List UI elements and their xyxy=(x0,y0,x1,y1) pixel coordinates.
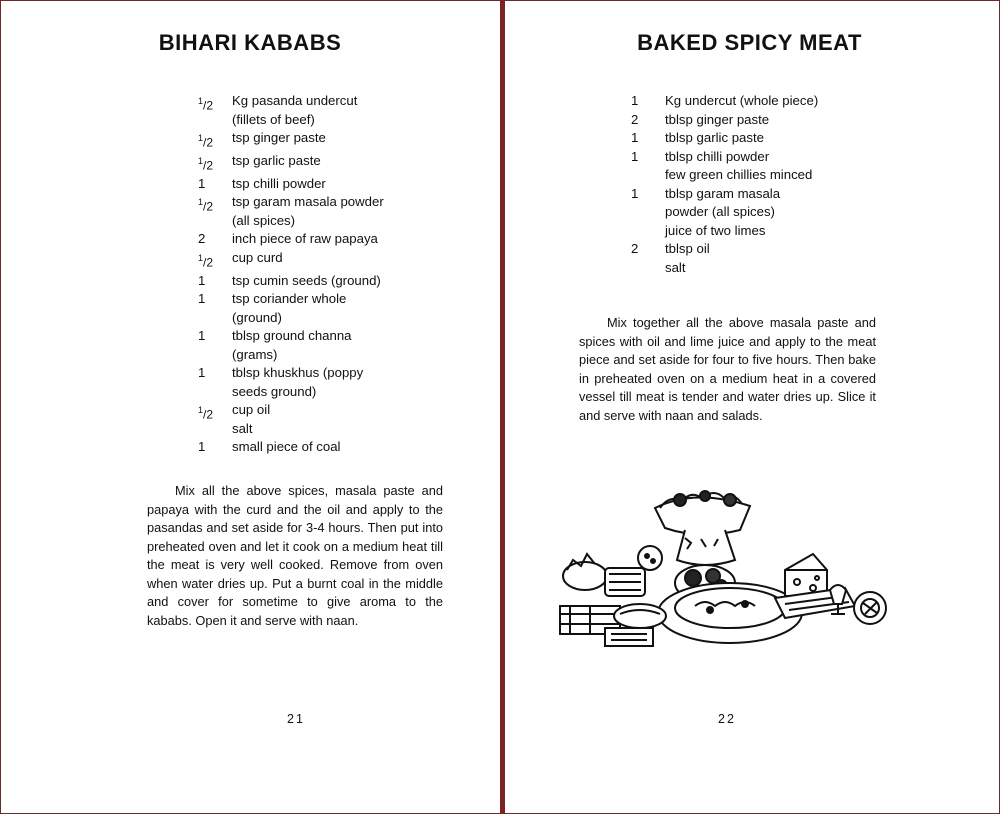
ingredient-quantity: 1 xyxy=(198,328,206,344)
ingredient-text: tblsp ginger paste xyxy=(665,111,770,127)
recipe-title: BAKED SPICY MEAT xyxy=(637,30,862,55)
ingredient-row xyxy=(198,129,478,152)
ingredient-text: tblsp garlic paste xyxy=(665,130,764,145)
ingredient-row xyxy=(631,111,911,130)
ingredient-row xyxy=(631,92,911,111)
ingredient-quantity: 2 xyxy=(631,241,639,256)
page-number: 22 xyxy=(718,712,736,726)
ingredient-quantity: 1 xyxy=(631,148,639,164)
ingredient-row xyxy=(198,438,478,457)
ingredient-text: Kg undercut (whole piece) xyxy=(665,93,819,108)
ingredient-quantity: 1 xyxy=(198,291,206,307)
ingredient-text: tsp ginger paste xyxy=(232,130,326,145)
ingredient-quantity: 2 xyxy=(198,231,206,247)
recipe-title: BIHARI KABABS xyxy=(158,30,342,55)
ingredient-text: tsp garam masala powder (all spices) xyxy=(232,194,384,228)
ingredient-row xyxy=(198,290,478,327)
ingredient-row xyxy=(198,327,478,364)
method-text: Mix all the above spices, masala paste and papaya with the curd and the oil and apply to the pasandas and set aside for 3-4 hours. Then put into preheated oven and let it cook on a medium heat till the meat is very well cooked. Remove from oven when water dries up. Put a burnt coal in the middle and cover for sometime to give aroma to the kababs. Open it and serve with naan. xyxy=(147,483,443,628)
ingredient-quantity: $^1$/2 xyxy=(198,96,214,113)
ingredient-row xyxy=(198,230,478,249)
ingredient-text: tsp coriander whole (ground) xyxy=(232,291,347,325)
ingredient-row xyxy=(198,364,478,401)
ingredient-text: inch piece of raw papaya xyxy=(232,231,378,247)
ingredient-quantity: 1 xyxy=(198,365,206,381)
ingredient-row xyxy=(631,240,911,277)
ingredient-text: small piece of coal xyxy=(232,439,341,455)
ingredient-row xyxy=(198,193,478,230)
ingredient-row xyxy=(198,92,478,129)
ingredient-row xyxy=(198,272,478,291)
food-illustration xyxy=(545,478,905,658)
ingredient-quantity: 2 xyxy=(631,111,639,127)
ingredient-quantity: 1 xyxy=(631,93,639,108)
ingredient-row xyxy=(631,185,911,241)
page-number: 21 xyxy=(287,712,305,726)
ingredient-text: tblsp khuskhus (poppy seeds ground) xyxy=(232,365,364,399)
ingredient-row xyxy=(631,148,911,185)
ingredient-row xyxy=(198,401,478,438)
ingredient-text: cup curd xyxy=(232,249,283,265)
ingredient-quantity: 1 xyxy=(198,175,206,191)
ingredient-row xyxy=(198,249,478,272)
ingredient-row xyxy=(198,152,478,175)
ingredient-list xyxy=(198,92,478,457)
ingredient-list xyxy=(631,92,911,277)
ingredient-quantity: $^1$/2 xyxy=(198,197,214,214)
ingredient-text: tsp garlic paste xyxy=(232,152,321,168)
ingredient-text: tsp cumin seeds (ground) xyxy=(232,272,381,288)
ingredient-text: tblsp garam masala powder (all spices) juice of two limes xyxy=(665,185,781,238)
method-text: Mix together all the above masala paste and spices with oil and lime juice and apply to the meat piece and set aside for four to five hours. Then bake in preheated oven on a medium heat in a covered vessel till meat is tender and water dries up. Slice it and serve with naan and salads. xyxy=(579,315,876,423)
ingredient-quantity: 1 xyxy=(631,130,639,145)
ingredient-row xyxy=(198,175,478,194)
ingredient-quantity: $^1$/2 xyxy=(198,133,214,150)
ingredient-quantity: 1 xyxy=(198,439,206,455)
ingredient-text: tblsp ground channa (grams) xyxy=(232,328,352,362)
ingredient-text: Kg pasanda undercut (fillets of beef) xyxy=(232,93,358,127)
ingredient-quantity: 1 xyxy=(198,272,206,288)
ingredient-quantity: 1 xyxy=(631,185,639,201)
ingredient-text: tblsp chilli powder few green chillies minced xyxy=(665,148,813,182)
ingredient-quantity: $^1$/2 xyxy=(198,155,214,173)
ingredient-text: tsp chilli powder xyxy=(232,175,326,191)
ingredient-quantity: $^1$/2 xyxy=(198,405,214,422)
ingredient-quantity: $^1$/2 xyxy=(198,252,214,270)
ingredient-text: cup oil salt xyxy=(232,402,271,436)
ingredient-text: tblsp oil salt xyxy=(665,241,710,275)
ingredient-row xyxy=(631,129,911,148)
